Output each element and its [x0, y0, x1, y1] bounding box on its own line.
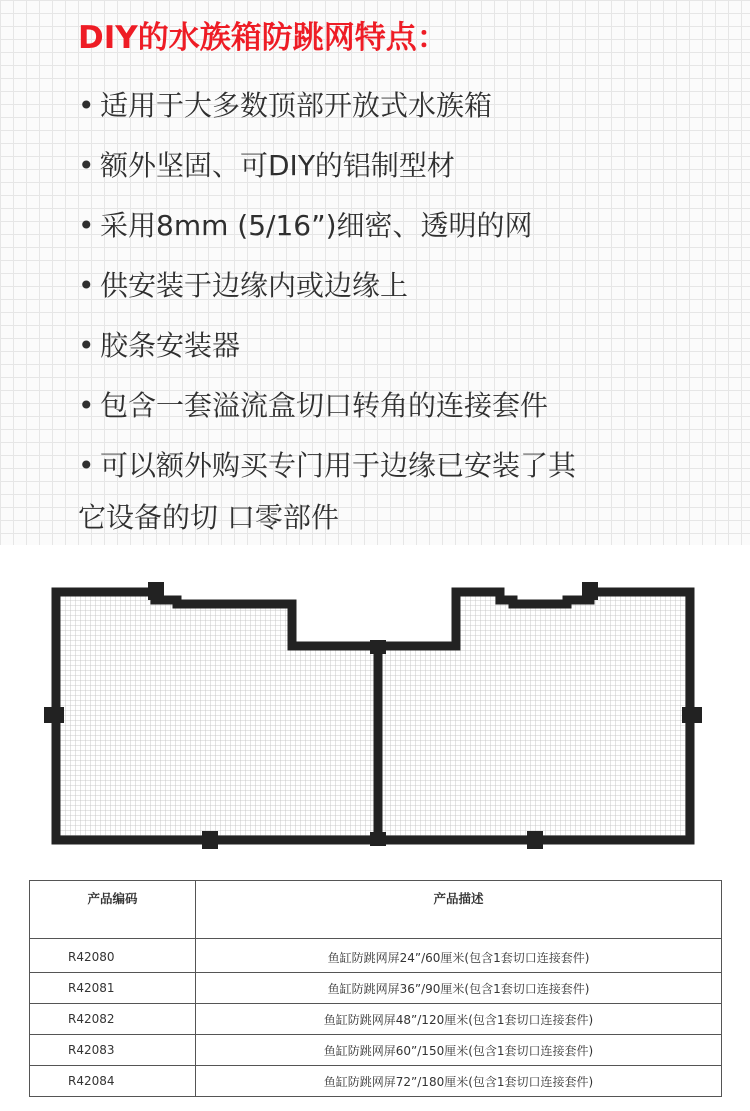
feature-item: [78, 256, 576, 316]
product-code: R42083: [30, 1035, 196, 1066]
product-code: R42082: [30, 1004, 196, 1035]
feature-text: 适用于大多数顶部开放式水族箱: [100, 89, 493, 122]
table-header-row: [30, 881, 722, 939]
table-row: [30, 1035, 722, 1066]
product-table: [29, 880, 722, 1097]
connector: [370, 832, 386, 846]
connector: [148, 582, 164, 600]
page-title: DIY的水族箱防跳网特点：: [78, 20, 448, 56]
bullet-icon: •: [78, 89, 95, 122]
table-row: [30, 973, 722, 1004]
mesh-area: [56, 592, 690, 840]
bullet-icon: •: [78, 149, 95, 182]
feature-text: 可以额外购买专门用于边缘已安装了其: [100, 449, 577, 482]
bullet-icon: •: [78, 389, 95, 422]
connector: [682, 707, 702, 723]
feature-text: 胶条安装器: [100, 329, 241, 362]
feature-item: [78, 196, 576, 256]
feature-item: [78, 436, 576, 496]
bullet-icon: •: [78, 209, 95, 242]
feature-text: 额外坚固、可DIY的铝制型材: [100, 149, 455, 182]
bullet-icon: •: [78, 449, 95, 482]
connector: [527, 831, 543, 849]
product-description: 鱼缸防跳网屏36”/90厘米(包含1套切口连接套件): [196, 973, 722, 1004]
connector: [370, 640, 386, 654]
product-code: R42081: [30, 973, 196, 1004]
feature-item: [78, 136, 576, 196]
header-product-code: 产品编码: [30, 881, 196, 939]
product-description: 鱼缸防跳网屏48”/120厘米(包含1套切口连接套件): [196, 1004, 722, 1035]
table-row: [30, 939, 722, 973]
feature-item: [78, 376, 576, 436]
feature-text: 包含一套溢流盒切口转角的连接套件: [100, 389, 549, 422]
feature-text-continuation: 它设备的切 口零部件: [78, 501, 339, 534]
connector: [202, 831, 218, 849]
bullet-icon: •: [78, 329, 95, 362]
mesh-screen-diagram: [0, 560, 750, 860]
product-code: R42080: [30, 939, 196, 973]
mesh-screen-panels: [56, 592, 690, 840]
feature-text: 供安装于边缘内或边缘上: [100, 269, 409, 302]
connector: [44, 707, 64, 723]
table-row: [30, 1066, 722, 1097]
table-row: [30, 1004, 722, 1035]
feature-text: 采用8mm (5/16”)细密、透明的网: [100, 209, 533, 242]
header-product-description: 产品描述: [196, 881, 722, 939]
product-description: 鱼缸防跳网屏24”/60厘米(包含1套切口连接套件): [196, 939, 722, 973]
product-code: R42084: [30, 1066, 196, 1097]
product-description: 鱼缸防跳网屏60”/150厘米(包含1套切口连接套件): [196, 1035, 722, 1066]
product-description: 鱼缸防跳网屏72”/180厘米(包含1套切口连接套件): [196, 1066, 722, 1097]
feature-item: [78, 76, 576, 136]
bullet-icon: •: [78, 269, 95, 302]
connector: [582, 582, 598, 600]
feature-item: [78, 316, 576, 376]
feature-list: [78, 76, 576, 496]
